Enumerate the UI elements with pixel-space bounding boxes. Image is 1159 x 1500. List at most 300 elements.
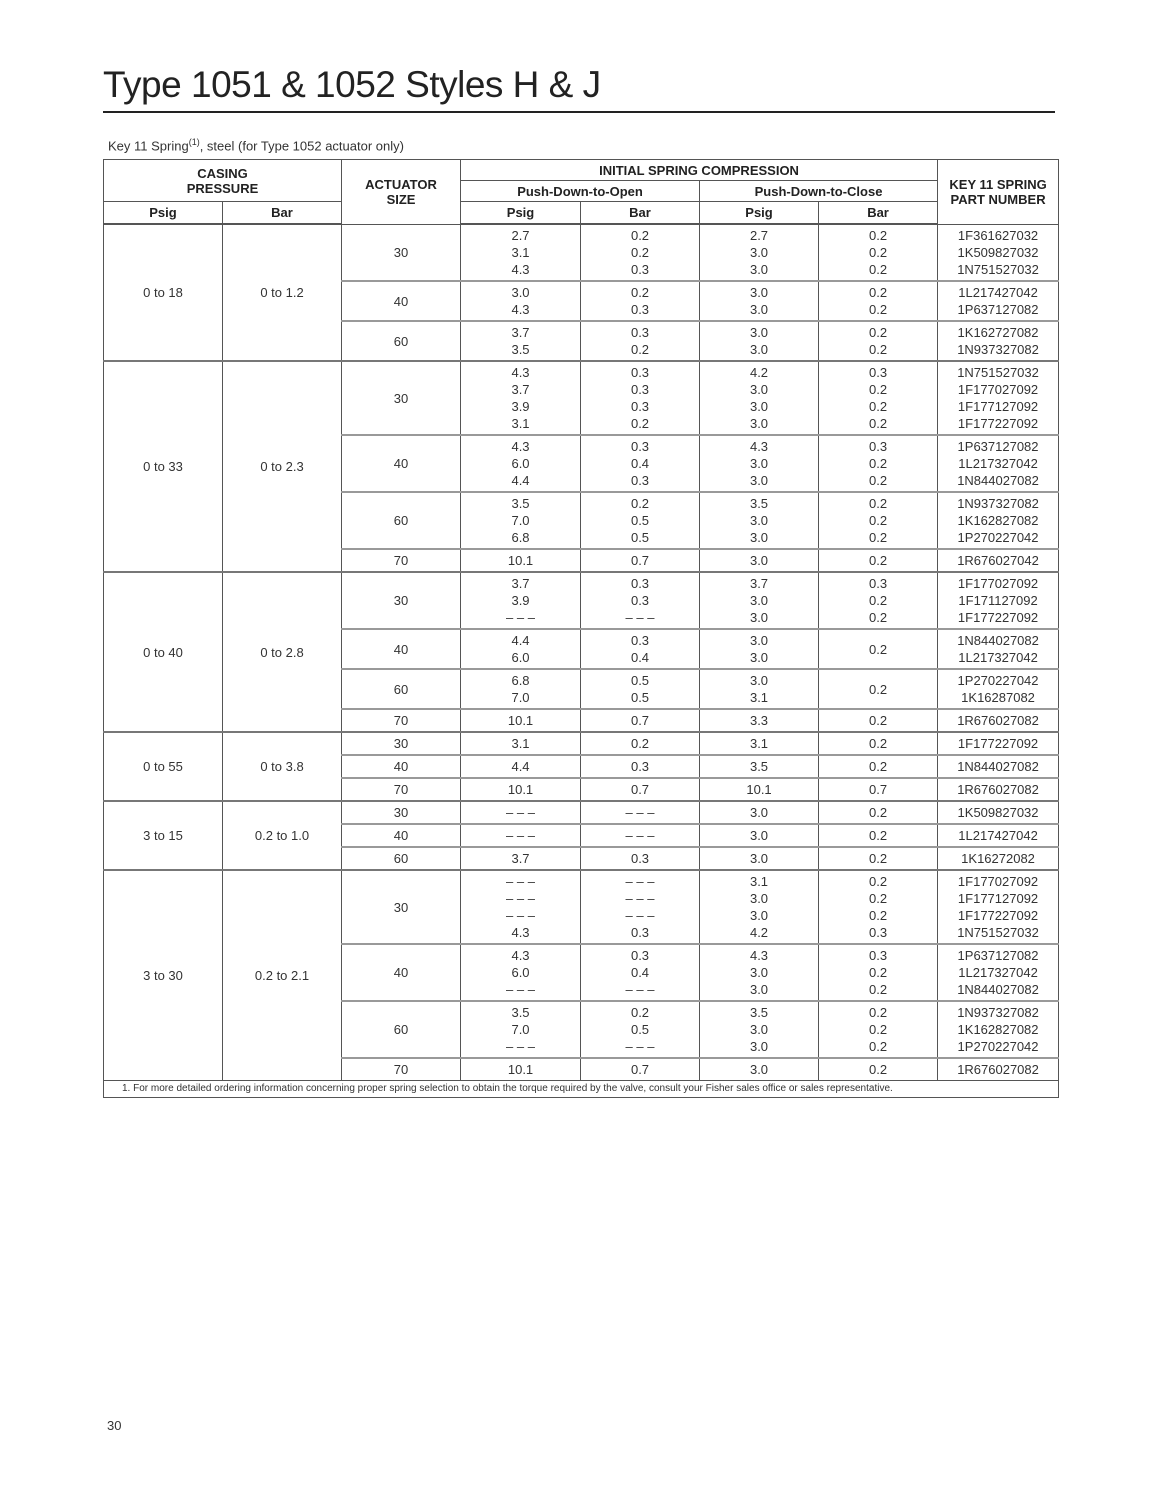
open-psig-value: 3.9 [511, 399, 530, 414]
part-number-value: 1N751527032 [957, 925, 1039, 940]
actuator-size: 70 [342, 1058, 461, 1081]
open-bar-value: 0.2 [630, 736, 650, 751]
open-psig-value: 4.3 [511, 439, 530, 454]
close-bar-cell [819, 321, 938, 361]
header-open-bar: Bar [581, 202, 700, 225]
close-psig-value: 3.0 [749, 553, 769, 568]
close-bar-cell [819, 361, 938, 435]
close-psig-value: 3.1 [749, 874, 769, 889]
part-number-value: 1N751527032 [957, 365, 1039, 380]
close-bar-value: 0.2 [868, 965, 888, 980]
close-psig-value: 3.0 [749, 982, 769, 997]
part-number-cell [938, 224, 1059, 281]
open-psig-value: 3.0 [511, 285, 530, 300]
open-bar-cell [581, 755, 700, 778]
close-bar-value: 0.2 [868, 828, 888, 843]
open-bar-value: 0.3 [630, 925, 650, 940]
open-bar-cell [581, 435, 700, 492]
open-psig-value: 4.4 [511, 759, 530, 774]
open-bar-value: 0.2 [630, 228, 650, 243]
table-row [104, 572, 1059, 629]
close-bar-value: 0.2 [868, 382, 888, 397]
header-close-bar: Bar [819, 202, 938, 225]
open-bar-value: 0.4 [630, 650, 650, 665]
close-psig-value: 3.0 [749, 673, 769, 688]
part-number-value: 1F177027092 [957, 382, 1039, 397]
close-bar-value: 0.7 [868, 782, 888, 797]
open-bar-value: 0.3 [630, 262, 650, 277]
part-number-value: 1F177027092 [957, 874, 1039, 889]
close-psig-cell [700, 549, 819, 572]
close-bar-cell [819, 824, 938, 847]
table-row [104, 224, 1059, 281]
close-bar-value: 0.2 [868, 530, 888, 545]
open-psig-cell [461, 669, 581, 709]
open-bar-value: 0.5 [630, 690, 650, 705]
part-number-value: 1K162827082 [957, 513, 1039, 528]
open-bar-cell [581, 572, 700, 629]
close-bar-value: 0.2 [868, 851, 888, 866]
part-number-cell [938, 1001, 1059, 1058]
part-number-value: 1F177127092 [957, 891, 1039, 906]
part-number-cell [938, 847, 1059, 870]
part-number-value: 1R676027082 [957, 713, 1039, 728]
actuator-size: 60 [342, 321, 461, 361]
open-psig-cell [461, 824, 581, 847]
open-bar-value: 0.7 [630, 1062, 650, 1077]
casing-bar: 0 to 1.2 [223, 224, 342, 361]
close-psig-cell [700, 709, 819, 732]
close-bar-value: 0.3 [868, 925, 888, 940]
table-row [104, 361, 1059, 435]
close-psig-value: 3.0 [749, 908, 769, 923]
close-bar-value: 0.2 [868, 641, 888, 657]
part-number-value: 1P637127082 [957, 439, 1039, 454]
part-number-value: 1F177227092 [957, 908, 1039, 923]
open-bar-value: 0.3 [630, 759, 650, 774]
close-psig-value: 4.2 [749, 925, 769, 940]
close-psig-value: 3.0 [749, 302, 769, 317]
actuator-size: 40 [342, 824, 461, 847]
part-number-cell [938, 755, 1059, 778]
open-bar-value: 0.2 [630, 342, 650, 357]
close-bar-cell [819, 435, 938, 492]
actuator-size: 60 [342, 847, 461, 870]
part-number-value: 1F177027092 [957, 576, 1039, 591]
open-bar-cell [581, 669, 700, 709]
open-bar-value: – – – [625, 1039, 655, 1054]
close-psig-value: 3.0 [749, 262, 769, 277]
open-bar-value: 0.2 [630, 496, 650, 511]
footnote: 1. For more detailed ordering information concerning proper spring selection to obtain the torque required by the valve, consult your Fisher sales office or sales representative. [104, 1081, 1059, 1098]
open-psig-cell [461, 1001, 581, 1058]
close-psig-cell [700, 572, 819, 629]
part-number-cell [938, 281, 1059, 321]
actuator-size: 30 [342, 572, 461, 629]
close-bar-value: 0.2 [868, 262, 888, 277]
open-bar-value: 0.3 [630, 439, 650, 454]
close-psig-value: 3.1 [749, 736, 769, 751]
close-bar-value: 0.2 [868, 736, 888, 751]
close-bar-value: 0.2 [868, 399, 888, 414]
part-number-value: 1N937327082 [957, 496, 1039, 511]
open-psig-cell [461, 321, 581, 361]
open-psig-cell [461, 870, 581, 944]
open-psig-value: 4.3 [511, 262, 530, 277]
open-psig-value: 6.0 [511, 650, 530, 665]
header-casing-pressure: CASING PRESSURE [104, 160, 342, 202]
close-bar-value: 0.2 [868, 285, 888, 300]
open-bar-cell [581, 847, 700, 870]
open-bar-cell [581, 549, 700, 572]
close-psig-cell [700, 755, 819, 778]
casing-psig: 0 to 33 [104, 361, 223, 572]
close-psig-cell [700, 492, 819, 549]
close-psig-value: 10.1 [746, 782, 772, 797]
casing-psig: 3 to 15 [104, 801, 223, 870]
part-number-value: 1P270227042 [957, 673, 1039, 688]
open-psig-value: 7.0 [511, 513, 530, 528]
close-bar-value: 0.2 [868, 513, 888, 528]
open-bar-value: 0.3 [630, 633, 650, 648]
caption-text: Key 11 Spring [108, 138, 189, 154]
open-bar-cell [581, 1001, 700, 1058]
open-psig-cell [461, 549, 581, 572]
close-bar-value: 0.2 [868, 342, 888, 357]
open-psig-cell [461, 801, 581, 824]
close-psig-value: 3.0 [749, 965, 769, 980]
close-bar-value: 0.2 [868, 245, 888, 260]
close-psig-value: 3.0 [749, 851, 769, 866]
close-psig-value: 3.0 [749, 473, 769, 488]
page-number: 30 [107, 1418, 122, 1433]
part-number-value: 1K162827082 [957, 1022, 1039, 1037]
table-row [104, 801, 1059, 824]
part-number-value: 1P270227042 [957, 1039, 1039, 1054]
part-number-value: 1F361627032 [957, 227, 1039, 243]
close-psig-cell [700, 321, 819, 361]
part-number-cell [938, 709, 1059, 732]
close-psig-value: 3.0 [749, 399, 769, 414]
part-number-cell [938, 801, 1059, 824]
close-bar-cell [819, 755, 938, 778]
open-psig-value: 4.3 [511, 365, 530, 380]
close-psig-value: 3.0 [749, 513, 769, 528]
table-row [104, 732, 1059, 755]
open-psig-value: 6.0 [511, 456, 530, 471]
open-bar-cell [581, 361, 700, 435]
open-psig-value: 3.7 [511, 382, 530, 397]
open-bar-cell [581, 321, 700, 361]
close-bar-value: 0.2 [868, 908, 888, 923]
open-psig-value: 3.5 [511, 342, 530, 357]
close-psig-cell [700, 847, 819, 870]
part-number-value: 1R676027082 [957, 1062, 1039, 1077]
open-bar-value: 0.3 [630, 851, 650, 866]
close-bar-value: 0.2 [868, 610, 888, 625]
part-number-value: 1F171127092 [958, 593, 1038, 608]
close-psig-value: 3.0 [749, 650, 769, 665]
open-bar-value: – – – [625, 805, 655, 820]
close-bar-cell [819, 801, 938, 824]
close-psig-value: 3.5 [749, 496, 769, 511]
part-number-value: 1L217327042 [958, 965, 1038, 980]
part-number-cell [938, 549, 1059, 572]
open-psig-value: 4.3 [511, 925, 530, 940]
open-bar-value: 0.5 [630, 673, 650, 688]
open-psig-value: 6.0 [511, 965, 530, 980]
open-psig-cell [461, 944, 581, 1001]
close-psig-value: 3.0 [749, 1039, 769, 1054]
open-psig-value: – – – [506, 610, 535, 625]
close-psig-value: 3.0 [749, 805, 769, 820]
open-psig-value: 6.8 [511, 530, 530, 545]
open-bar-value: 0.5 [630, 530, 650, 545]
header-key11-part-number: KEY 11 SPRING PART NUMBER [938, 160, 1059, 225]
open-bar-value: 0.3 [630, 302, 650, 317]
open-bar-cell [581, 778, 700, 801]
open-psig-value: 4.3 [511, 302, 530, 317]
open-psig-value: – – – [506, 805, 535, 820]
open-psig-cell [461, 732, 581, 755]
open-bar-value: 0.7 [630, 782, 650, 797]
open-bar-value: 0.7 [630, 553, 650, 568]
close-bar-value: 0.2 [868, 473, 888, 488]
close-psig-value: 3.7 [749, 576, 769, 591]
open-psig-value: 7.0 [511, 1022, 530, 1037]
close-bar-cell [819, 549, 938, 572]
close-bar-cell [819, 709, 938, 732]
close-bar-value: 0.2 [868, 1022, 888, 1037]
close-psig-value: 2.7 [749, 228, 769, 243]
close-psig-value: 3.0 [749, 1022, 769, 1037]
header-push-down-to-close: Push-Down-to-Close [700, 181, 938, 202]
open-psig-cell [461, 847, 581, 870]
close-bar-value: 0.2 [868, 228, 888, 243]
actuator-size: 30 [342, 870, 461, 944]
close-bar-cell [819, 1058, 938, 1081]
close-psig-value: 3.0 [749, 245, 769, 260]
close-bar-value: 0.3 [868, 439, 888, 454]
open-bar-value: – – – [625, 874, 655, 889]
open-psig-cell [461, 224, 581, 281]
close-bar-value: 0.2 [868, 302, 888, 317]
close-bar-value: 0.2 [868, 759, 888, 774]
open-bar-value: 0.3 [630, 576, 650, 591]
part-number-value: 1R676027042 [957, 553, 1039, 568]
open-psig-value: 7.0 [511, 690, 530, 705]
close-bar-value: 0.3 [868, 948, 888, 963]
actuator-size: 60 [342, 492, 461, 549]
close-psig-cell [700, 732, 819, 755]
open-psig-value: 4.4 [511, 633, 530, 648]
part-number-cell [938, 669, 1059, 709]
part-number-value: 1F177227092 [957, 736, 1039, 751]
casing-bar: 0.2 to 1.0 [223, 801, 342, 870]
close-psig-value: 4.3 [749, 948, 769, 963]
open-bar-cell [581, 801, 700, 824]
part-number-value: 1N937327082 [957, 342, 1039, 357]
part-number-value: 1N937327082 [957, 1005, 1039, 1020]
part-number-value: 1P637127082 [957, 302, 1039, 317]
part-number-value: 1L217327042 [958, 456, 1038, 471]
open-bar-cell [581, 944, 700, 1001]
open-bar-value: – – – [625, 828, 655, 843]
close-psig-value: 3.0 [749, 325, 769, 340]
part-number-value: 1F177127092 [957, 399, 1039, 414]
close-psig-value: 3.0 [749, 593, 769, 608]
open-psig-value: 3.7 [511, 325, 530, 340]
casing-bar: 0 to 3.8 [223, 732, 342, 801]
open-psig-value: 10.1 [507, 553, 534, 568]
close-psig-value: 3.1 [749, 690, 769, 705]
open-bar-value: – – – [625, 908, 655, 923]
part-number-cell [938, 492, 1059, 549]
close-psig-value: 3.5 [749, 1005, 769, 1020]
close-psig-cell [700, 870, 819, 944]
open-bar-value: 0.2 [630, 1005, 650, 1020]
close-psig-value: 3.5 [749, 759, 769, 774]
open-bar-value: – – – [625, 982, 655, 997]
part-number-cell [938, 572, 1059, 629]
part-number-value: 1K509827032 [957, 244, 1039, 260]
part-number-value: 1N844027082 [957, 633, 1039, 648]
actuator-size: 40 [342, 435, 461, 492]
casing-psig: 0 to 55 [104, 732, 223, 801]
close-psig-value: 3.0 [749, 610, 769, 625]
close-psig-value: 3.0 [749, 891, 769, 906]
casing-bar: 0 to 2.8 [223, 572, 342, 732]
close-bar-cell [819, 572, 938, 629]
spring-table [103, 159, 1059, 1098]
part-number-value: 1L217327042 [958, 650, 1038, 665]
actuator-size: 40 [342, 629, 461, 669]
open-bar-cell [581, 224, 700, 281]
part-number-cell [938, 321, 1059, 361]
close-bar-value: 0.3 [868, 576, 888, 591]
close-psig-cell [700, 801, 819, 824]
open-bar-value: 0.3 [630, 948, 650, 963]
close-bar-cell [819, 778, 938, 801]
close-psig-cell [700, 1001, 819, 1058]
close-bar-cell [819, 944, 938, 1001]
open-bar-value: 0.4 [630, 965, 650, 980]
close-bar-value: 0.2 [868, 874, 888, 889]
page-title: Type 1051 & 1052 Styles H & J [103, 64, 601, 105]
actuator-size: 40 [342, 755, 461, 778]
open-bar-cell [581, 824, 700, 847]
open-psig-value: – – – [506, 828, 535, 843]
open-psig-value: 3.5 [511, 496, 530, 511]
open-psig-value: 4.3 [511, 948, 530, 963]
part-number-value: 1N844027082 [957, 759, 1039, 774]
open-psig-cell [461, 572, 581, 629]
close-bar-value: 0.2 [868, 456, 888, 471]
part-number-value: 1P637127082 [957, 948, 1039, 963]
open-psig-value: 3.1 [511, 736, 530, 751]
close-psig-value: 3.0 [749, 416, 769, 431]
close-psig-cell [700, 435, 819, 492]
open-bar-cell [581, 732, 700, 755]
open-psig-value: 6.8 [511, 673, 530, 688]
header-casing-bar: Bar [223, 202, 342, 225]
part-number-cell [938, 944, 1059, 1001]
close-bar-value: 0.2 [868, 1005, 888, 1020]
open-psig-cell [461, 709, 581, 732]
open-psig-value: 4.4 [511, 473, 530, 488]
header-close-psig: Psig [700, 202, 819, 225]
open-psig-value: – – – [506, 891, 535, 906]
open-bar-cell [581, 629, 700, 669]
open-bar-value: 0.3 [630, 593, 650, 608]
actuator-size: 70 [342, 709, 461, 732]
part-number-value: 1N751527032 [957, 261, 1039, 277]
close-bar-cell [819, 732, 938, 755]
casing-psig: 0 to 18 [104, 224, 223, 361]
open-bar-cell [581, 1058, 700, 1081]
part-number-value: 1F177227092 [957, 416, 1039, 431]
table-body [104, 224, 1059, 1081]
open-psig-value: – – – [506, 1039, 535, 1054]
open-bar-value: 0.4 [630, 456, 650, 471]
open-bar-value: 0.3 [630, 382, 650, 397]
part-number-cell [938, 1058, 1059, 1081]
open-bar-value: 0.2 [630, 416, 650, 431]
actuator-size: 30 [342, 361, 461, 435]
part-number-cell [938, 732, 1059, 755]
close-bar-value: 0.2 [868, 713, 888, 728]
open-bar-value: – – – [625, 610, 655, 625]
open-psig-value: – – – [506, 874, 535, 889]
open-psig-value: 3.1 [511, 416, 530, 431]
open-psig-cell [461, 492, 581, 549]
close-psig-value: 3.0 [749, 530, 769, 545]
table-caption [108, 137, 404, 153]
close-bar-cell [819, 224, 938, 281]
actuator-size: 40 [342, 944, 461, 1001]
part-number-value: 1R676027082 [957, 782, 1039, 797]
open-bar-cell [581, 281, 700, 321]
part-number-cell [938, 435, 1059, 492]
part-number-cell [938, 870, 1059, 944]
close-psig-value: 3.0 [749, 633, 769, 648]
actuator-size: 30 [342, 801, 461, 824]
close-bar-value: 0.2 [868, 681, 888, 697]
open-bar-value: 0.3 [630, 473, 650, 488]
close-psig-value: 3.0 [749, 456, 769, 471]
open-psig-cell [461, 361, 581, 435]
header-casing-psig: Psig [104, 202, 223, 225]
open-bar-value: 0.2 [630, 285, 650, 300]
open-psig-value: 10.1 [507, 782, 534, 797]
close-bar-value: 0.2 [868, 891, 888, 906]
close-bar-value: 0.2 [868, 1062, 888, 1077]
close-bar-value: 0.2 [868, 416, 888, 431]
close-psig-cell [700, 944, 819, 1001]
close-psig-cell [700, 1058, 819, 1081]
open-bar-value: 0.2 [630, 245, 650, 260]
open-bar-cell [581, 870, 700, 944]
casing-bar: 0 to 2.3 [223, 361, 342, 572]
close-bar-value: 0.2 [868, 325, 888, 340]
close-psig-value: 3.0 [749, 342, 769, 357]
close-bar-cell [819, 629, 938, 669]
actuator-size: 70 [342, 778, 461, 801]
close-psig-cell [700, 629, 819, 669]
close-psig-cell [700, 224, 819, 281]
actuator-size: 60 [342, 669, 461, 709]
title-divider [103, 111, 1055, 113]
